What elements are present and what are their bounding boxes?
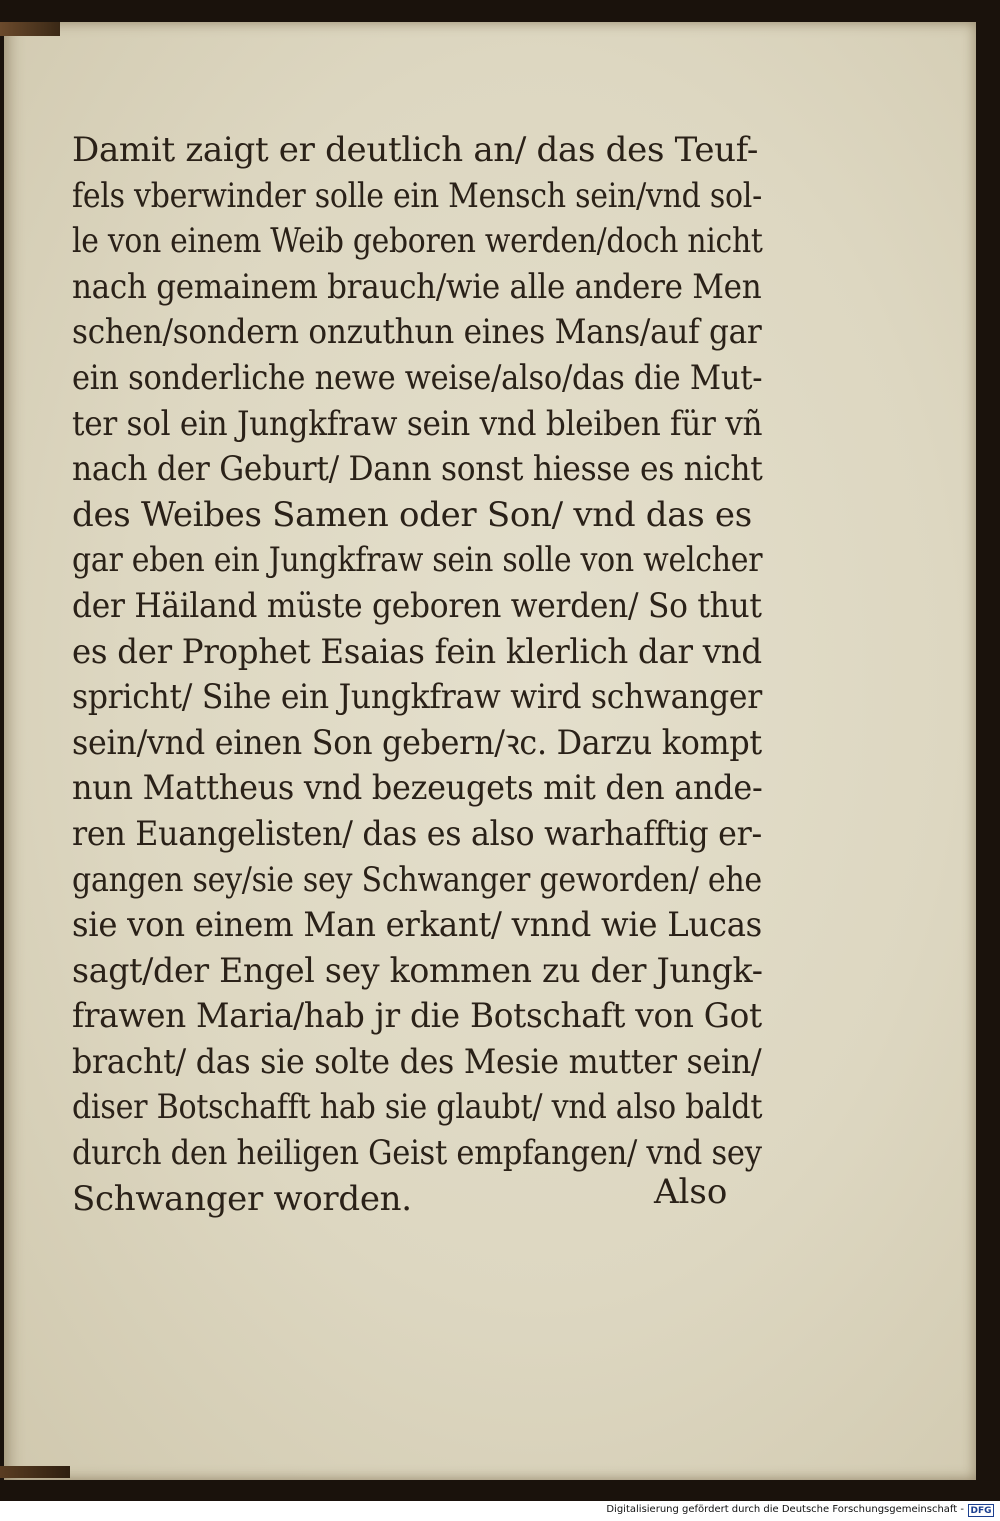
text-line: sie von einem Man erkant/ vnnd wie Lucas (72, 905, 762, 946)
text-line: le von einem Weib geboren werden/doch nicht (72, 221, 763, 262)
text-line: Schwanger worden. (72, 1178, 412, 1219)
text-line: spricht/ Sihe ein Jungkfraw wird schwanger (72, 677, 762, 718)
text-line: der Häiland müste geboren werden/ So thut (72, 585, 762, 626)
text-line: ter sol ein Jungkfraw sein vnd bleiben für vñ (72, 403, 763, 444)
text-line: gangen sey/sie sey Schwanger geworden/ ehe (72, 859, 762, 900)
text-line: nach der Geburt/ Dann sonst hiesse es nicht (72, 449, 763, 490)
text-line: diser Botschafft hab sie glaubt/ vnd also baldt (72, 1087, 763, 1128)
text-line: nach gemainem brauch/wie alle andere Men (72, 266, 762, 307)
text-line: nun Mattheus vnd bezeugets mit den ande- (72, 768, 763, 809)
text-line: Damit zaigt er deutlich an/ das des Teuf- (72, 130, 759, 170)
text-line: sein/vnd einen Son gebern/ꝛc. Darzu kompt (72, 722, 762, 763)
text-line: fels vberwinder solle ein Mensch sein/vnd sol- (72, 175, 762, 216)
text-line: ein sonderliche newe weise/also/das die Mut- (72, 357, 763, 398)
dfg-logo-icon: DFG (968, 1504, 994, 1517)
text-line: ren Euangelisten/ das es also warhafftig er- (72, 813, 762, 854)
body-text (72, 128, 763, 1222)
catchword: Also (654, 1172, 728, 1212)
binding-edge-top (0, 22, 60, 36)
text-line: bracht/ das sie solte des Mesie mutter sein/ (72, 1041, 762, 1082)
text-line: frawen Maria/hab jr die Botschaft von Got (72, 996, 762, 1037)
text-line: sagt/der Engel sey kommen zu der Jungk- (72, 950, 763, 991)
text-line: durch den heiligen Geist empfangen/ vnd sey (72, 1133, 762, 1174)
text-line: schen/sondern onzuthun eines Mans/auf gar (72, 312, 762, 353)
footer-bar (0, 1501, 1000, 1521)
text-line: des Weibes Samen oder Son/ vnd das es (72, 494, 752, 535)
funding-notice: Digitalisierung gefördert durch die Deutsche Forschungsgemeinschaft - (606, 1504, 964, 1515)
text-line: gar eben ein Jungkfraw sein solle von welcher (72, 540, 763, 581)
binding-edge-bottom (0, 1466, 70, 1478)
text-line: es der Prophet Esaias fein klerlich dar vnd (72, 631, 762, 672)
